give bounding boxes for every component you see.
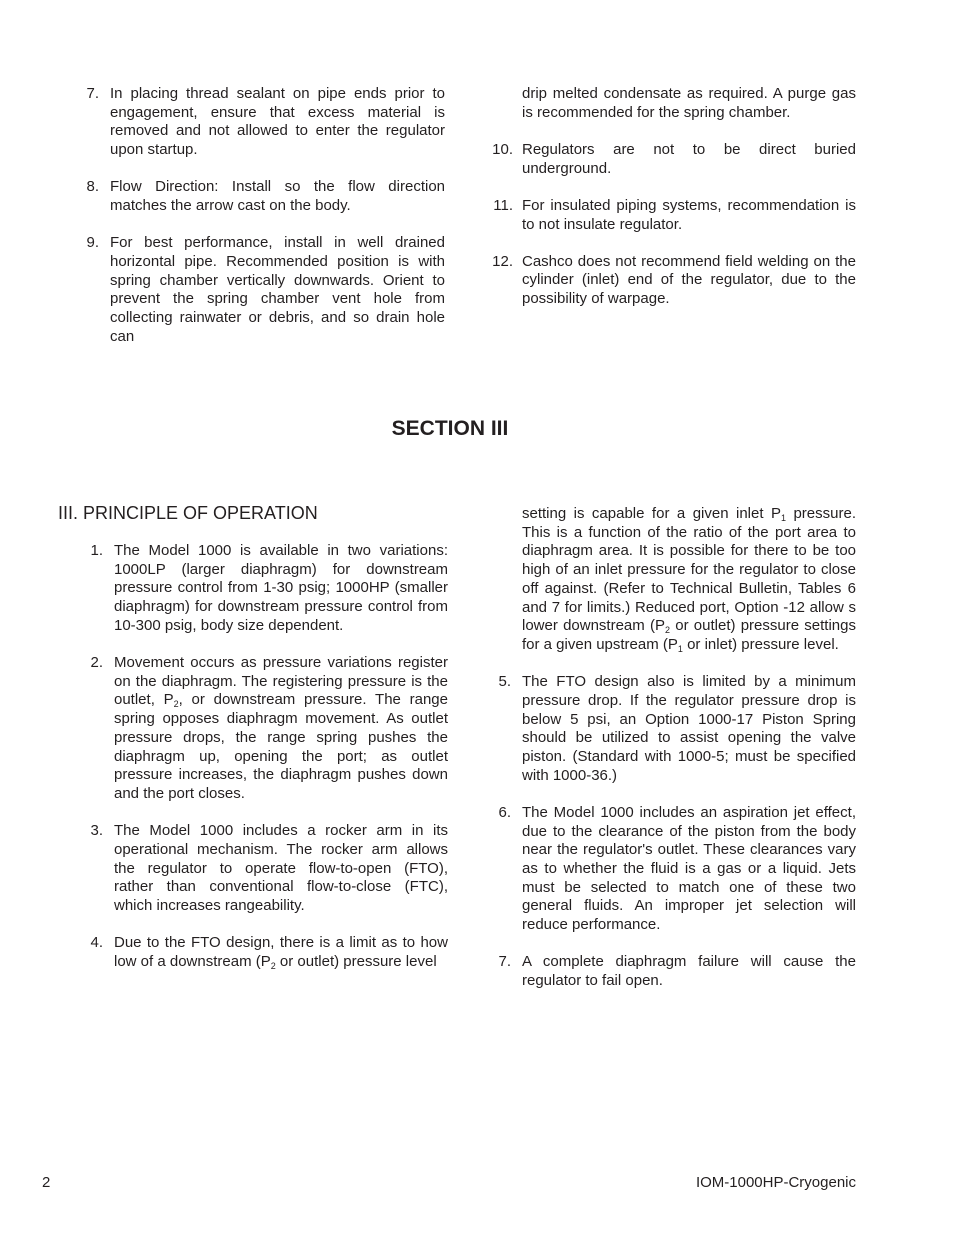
list-item xyxy=(73,85,445,160)
item-text: In placing thread sealant on pipe ends prior to engagement, ensure that excess material is removed and not allowed to enter the regulator upon startup. xyxy=(110,85,445,159)
list-item xyxy=(77,822,448,916)
item-text: For insulated piping systems, recommendation is to not insulate regulator. xyxy=(522,196,856,233)
item-text: The Model 1000 is available in two variations: 1000LP (larger diaphragm) for downstream pressure control from 1-30 psig; 1000HP (smaller diaphragm) for downstream pressure control from 10-300 psig, body size dependent. xyxy=(114,542,448,634)
item-number: 12. xyxy=(492,252,513,270)
item-text: The Model 1000 includes a rocker arm in its operational mechanism. The rocker arm allows the regulator to operate flow-to-open (FTO), rather than conventional flow-to-close (FTC), which increases rangeability. xyxy=(114,822,448,914)
text-run: or outlet) pressure level xyxy=(275,952,437,970)
list-item xyxy=(77,934,448,971)
item-number: 3. xyxy=(90,822,103,840)
list-item xyxy=(77,654,448,804)
section-title: SECTION III xyxy=(391,417,509,440)
item-number: 7. xyxy=(498,953,511,971)
item-number: 10. xyxy=(492,140,513,158)
item-text: For best performance, install in well drained horizontal pipe. Recommended position is with spring chamber vertically downwards. Orient to prevent the spring chamber vent hole from collecting rainwater or debris, and so drain hole can xyxy=(110,234,445,345)
item-number: 5. xyxy=(498,673,511,691)
subscript: 2 xyxy=(270,960,276,971)
list-item xyxy=(73,178,445,215)
continuation-text xyxy=(485,505,856,655)
item-text: Cashco does not recommend field welding on the cylinder (inlet) end of the regulator, due to the possibility of warpage. xyxy=(522,252,856,308)
top-left-column xyxy=(73,85,445,365)
item-text: The Model 1000 includes an aspiration jet effect, due to the clearance of the piston from the body near the regulator's outlet. These clearances vary as to whether the fluid is a gas or a liquid. Jets must be selected to match one of these two general fluids. An improper jet selection will reduce performance. xyxy=(522,803,856,934)
list-item xyxy=(73,234,445,346)
subscript: 1 xyxy=(780,513,786,523)
item-number: 6. xyxy=(498,803,511,821)
item-number: 8. xyxy=(86,178,99,196)
item-text: The FTO design also is limited by a minimum pressure drop. If the regulator pressure drop is below 5 psi, an Option 1000-17 Piston Spring should be utilized to assist opening the valve piston. (Standard with 1000-5; must be specified with 1000-36.) xyxy=(522,673,856,784)
list-item xyxy=(485,673,856,785)
list-item xyxy=(485,953,856,990)
list-item xyxy=(485,197,856,234)
top-right-column xyxy=(485,85,856,327)
text-run: pressure. This is a function of the ratio of the port area to diaphragm area. It is possible for there to be too high of an inlet pressure for the regulator to close off against. (Refer to Technical Bulletin, Tables 6 and 7 for limits.) Reduced port, Option -12 allow s lower downstream (P xyxy=(522,505,856,635)
subscript: 2 xyxy=(173,699,179,710)
list-item xyxy=(485,253,856,309)
subscript: 1 xyxy=(677,643,683,654)
text-run: Movement occurs as pressure variations register on the diaphragm. The registering pressure is the outlet, P xyxy=(114,654,448,709)
item-number: 7. xyxy=(86,85,99,102)
list-item xyxy=(485,141,856,178)
text-run: , or downstream pressure. The range spring opposes diaphragm movement. As outlet pressure drops, the range spring pushes the diaphragm up, opening the port; as outlet pressure increases, the diaphragm pushes down and the port closes. xyxy=(114,691,448,802)
item-text xyxy=(114,934,448,970)
item-number: 2. xyxy=(90,654,103,672)
subscript: 2 xyxy=(665,625,671,636)
item-number: 1. xyxy=(90,542,103,559)
list-item xyxy=(77,542,448,636)
operation-right-column xyxy=(485,505,856,1009)
document-id: IOM-1000HP-Cryogenic xyxy=(695,1174,856,1191)
continuation-text: drip melted condensate as required. A purge gas is recommended for the spring chamber. xyxy=(522,85,856,121)
item-text xyxy=(114,654,448,802)
list-item xyxy=(485,804,856,935)
item-text: Flow Direction: Install so the flow direction matches the arrow cast on the body. xyxy=(110,178,445,215)
text-run: setting is capable for a given inlet P xyxy=(522,505,781,522)
item-number: 4. xyxy=(90,934,103,952)
text-run: or outlet) pressure settings for a given upstream (P xyxy=(522,617,856,653)
item-text: Regulators are not to be direct buried underground. xyxy=(522,140,856,177)
page-number: 2 xyxy=(42,1174,51,1191)
text-run: Due to the FTO design, there is a limit as to how low of a downstream (P xyxy=(114,934,448,970)
operation-left-column xyxy=(77,542,448,990)
item-number: 9. xyxy=(86,234,99,252)
principle-heading: III. PRINCIPLE OF OPERATION xyxy=(58,503,318,523)
item-text: A complete diaphragm failure will cause the regulator to fail open. xyxy=(522,953,856,989)
text-run: or inlet) pressure level. xyxy=(682,635,839,653)
item-number: 11. xyxy=(493,196,513,214)
